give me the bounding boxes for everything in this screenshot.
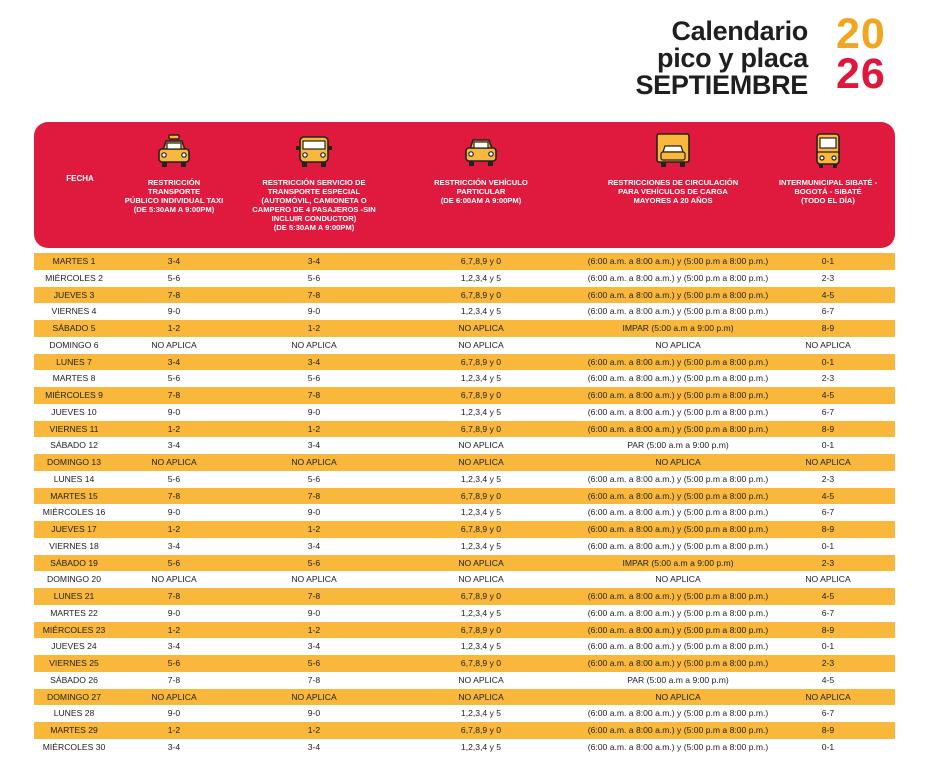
cell-particular: 1,2,3,4 y 5 <box>460 406 502 417</box>
cell-fecha: SÁBADO 26 <box>50 674 98 685</box>
cell-fecha: VIERNES 11 <box>49 423 99 434</box>
cell-sibate: 4-5 <box>821 674 835 685</box>
header-sibate <box>758 132 898 205</box>
cell-especial: 1-2 <box>307 524 321 534</box>
cell-sibate: 4-5 <box>821 390 835 400</box>
cell-sibate: NO APLICA <box>805 691 851 702</box>
cell-particular: 6,7,8,9 y 0 <box>460 658 502 668</box>
cell-particular: 1,2,3,4 y 5 <box>460 607 502 618</box>
cell-carga: (6:00 a.m. a 8:00 a.m.) y (5:00 p.m a 8:00 p.m.) <box>587 490 769 501</box>
cell-carga: (6:00 a.m. a 8:00 a.m.) y (5:00 p.m a 8:00 p.m.) <box>587 306 769 317</box>
cell-especial: 1-2 <box>307 323 321 333</box>
cell-especial: 3-4 <box>307 540 321 551</box>
header-especial-line: (AUTOMÓVIL, CAMIONETA O <box>261 196 367 205</box>
cell-particular: 6,7,8,9 y 0 <box>460 591 502 601</box>
cell-particular: NO APLICA <box>458 674 504 685</box>
year-top: 20 <box>836 10 886 58</box>
cell-especial: 5-6 <box>307 557 321 568</box>
car-icon <box>461 132 501 172</box>
table-row <box>34 354 895 371</box>
cell-sibate: 8-9 <box>821 423 835 434</box>
cell-carga: NO APLICA <box>655 691 701 702</box>
cell-taxi: 5-6 <box>167 373 181 384</box>
cell-sibate: 2-3 <box>821 272 835 283</box>
table-row <box>34 303 895 320</box>
year-badge <box>836 10 886 98</box>
cell-fecha: LUNES 7 <box>56 356 92 367</box>
cell-fecha: MIÉRCOLES 30 <box>42 741 106 752</box>
cell-carga: (6:00 a.m. a 8:00 a.m.) y (5:00 p.m a 8:00 p.m.) <box>587 658 769 668</box>
cell-fecha: SÁBADO 19 <box>50 557 98 568</box>
cell-sibate: NO APLICA <box>805 457 851 467</box>
table-row <box>34 437 895 454</box>
cell-carga: (6:00 a.m. a 8:00 a.m.) y (5:00 p.m a 8:00 p.m.) <box>587 390 769 400</box>
cell-carga: (6:00 a.m. a 8:00 a.m.) y (5:00 p.m a 8:00 p.m.) <box>587 624 769 635</box>
header-sibate-line: BOGOTÁ - SIBATÉ <box>794 187 862 196</box>
cell-taxi: 1-2 <box>167 423 181 434</box>
cell-sibate: 0-1 <box>821 641 835 652</box>
table-row <box>34 722 895 739</box>
cell-fecha: LUNES 21 <box>53 591 95 601</box>
cell-particular: 6,7,8,9 y 0 <box>460 490 502 501</box>
cell-especial: 7-8 <box>307 591 321 601</box>
cell-sibate: 8-9 <box>821 524 835 534</box>
header-particular-line: (DE 6:00AM A 9:00PM) <box>440 196 522 205</box>
cell-particular: NO APLICA <box>458 557 504 568</box>
cell-especial: 5-6 <box>307 473 321 484</box>
table-row <box>34 337 895 354</box>
table-row <box>34 605 895 622</box>
cell-sibate: 0-1 <box>821 741 835 752</box>
cell-taxi: 7-8 <box>167 289 181 300</box>
cell-particular: 6,7,8,9 y 0 <box>460 524 502 534</box>
cell-taxi: 9-0 <box>167 507 181 518</box>
cell-taxi: 9-0 <box>167 306 181 317</box>
cell-sibate: 2-3 <box>821 473 835 484</box>
cell-fecha: DOMINGO 27 <box>47 691 101 702</box>
cell-carga: IMPAR (5:00 a.m a 9:00 p.m) <box>622 323 734 333</box>
table-row <box>34 454 895 471</box>
cell-especial: 1-2 <box>307 725 321 735</box>
cell-taxi: 9-0 <box>167 406 181 417</box>
table-row <box>34 270 895 287</box>
schedule-table <box>34 253 895 756</box>
cell-particular: NO APLICA <box>458 323 504 333</box>
table-row <box>34 253 895 270</box>
cell-fecha: VIERNES 4 <box>51 306 97 317</box>
cell-carga: PAR (5:00 a.m a 9:00 p.m) <box>627 674 729 685</box>
table-row <box>34 404 895 421</box>
cell-taxi: 9-0 <box>167 708 181 719</box>
table-row <box>34 739 895 756</box>
cell-taxi: 3-4 <box>167 440 181 451</box>
cell-carga: NO APLICA <box>655 457 701 467</box>
cell-fecha: VIERNES 25 <box>49 658 99 668</box>
cell-taxi: 3-4 <box>167 356 181 367</box>
cell-carga: (6:00 a.m. a 8:00 a.m.) y (5:00 p.m a 8:00 p.m.) <box>587 289 769 300</box>
cell-fecha: MARTES 1 <box>52 256 96 266</box>
cell-fecha: JUEVES 3 <box>53 289 95 300</box>
cell-fecha: MIÉRCOLES 9 <box>45 390 103 400</box>
header-especial-line: TRANSPORTE ESPECIAL <box>267 187 361 196</box>
cell-carga: NO APLICA <box>655 339 701 350</box>
cell-taxi: 7-8 <box>167 490 181 501</box>
cell-taxi: NO APLICA <box>151 339 197 350</box>
cell-taxi: 9-0 <box>167 607 181 618</box>
title-line-2: pico y placa <box>657 43 808 73</box>
cell-fecha: DOMINGO 20 <box>47 574 101 585</box>
cell-fecha: DOMINGO 13 <box>47 457 101 467</box>
cell-fecha: MIÉRCOLES 23 <box>42 624 106 635</box>
cell-especial: NO APLICA <box>291 691 337 702</box>
cell-especial: 9-0 <box>307 607 321 618</box>
cell-particular: 1,2,3,4 y 5 <box>460 473 502 484</box>
cell-taxi: 5-6 <box>167 557 181 568</box>
header-especial-line: INCLUIR CONDUCTOR) <box>271 214 357 223</box>
header-sibate-line: (TODO EL DÍA) <box>801 196 855 205</box>
cell-carga: (6:00 a.m. a 8:00 a.m.) y (5:00 p.m a 8:00 p.m.) <box>587 607 769 618</box>
cell-taxi: 7-8 <box>167 390 181 400</box>
cell-carga: (6:00 a.m. a 8:00 a.m.) y (5:00 p.m a 8:00 p.m.) <box>587 406 769 417</box>
cell-fecha: LUNES 14 <box>53 473 95 484</box>
title-line-3: SEPTIEMBRE <box>635 70 808 100</box>
cell-taxi: 1-2 <box>167 323 181 333</box>
cell-particular: 1,2,3,4 y 5 <box>460 708 502 719</box>
cell-sibate: 6-7 <box>821 306 835 317</box>
table-row <box>34 638 895 655</box>
table-row <box>34 387 895 404</box>
cell-fecha: MARTES 29 <box>50 725 98 735</box>
table-row <box>34 588 895 605</box>
cell-especial: 7-8 <box>307 289 321 300</box>
header-carga-line: PARA VEHÍCULOS DE CARGA <box>618 187 728 196</box>
cell-taxi: NO APLICA <box>151 574 197 585</box>
cell-especial: 9-0 <box>307 406 321 417</box>
cell-sibate: 6-7 <box>821 406 835 417</box>
header-especial <box>244 132 384 232</box>
cell-particular: 6,7,8,9 y 0 <box>460 624 502 635</box>
cell-sibate: 8-9 <box>821 725 835 735</box>
cell-sibate: 0-1 <box>821 356 835 367</box>
cell-particular: NO APLICA <box>458 691 504 702</box>
cell-fecha: MARTES 8 <box>52 373 96 384</box>
cell-taxi: 1-2 <box>167 524 181 534</box>
header-taxi-line: RESTRICCIÓN <box>147 178 201 187</box>
cell-carga: (6:00 a.m. a 8:00 a.m.) y (5:00 p.m a 8:00 p.m.) <box>587 591 769 601</box>
header-especial-line: RESTRICCIÓN SERVICIO DE <box>262 178 366 187</box>
cell-particular: 1,2,3,4 y 5 <box>460 741 502 752</box>
cell-carga: (6:00 a.m. a 8:00 a.m.) y (5:00 p.m a 8:00 p.m.) <box>587 708 769 719</box>
cell-fecha: LUNES 28 <box>53 708 95 719</box>
table-row <box>34 370 895 387</box>
header-taxi-line: PÚBLICO INDIVIDUAL TAXI <box>124 196 224 205</box>
cell-especial: 5-6 <box>307 658 321 668</box>
cell-sibate: 4-5 <box>821 591 835 601</box>
cell-sibate: 2-3 <box>821 557 835 568</box>
cell-fecha: DOMINGO 6 <box>49 339 99 350</box>
cell-particular: 6,7,8,9 y 0 <box>460 725 502 735</box>
table-row <box>34 287 895 304</box>
cell-carga: (6:00 a.m. a 8:00 a.m.) y (5:00 p.m a 8:00 p.m.) <box>587 741 769 752</box>
cell-taxi: 1-2 <box>167 624 181 635</box>
cell-carga: (6:00 a.m. a 8:00 a.m.) y (5:00 p.m a 8:00 p.m.) <box>587 540 769 551</box>
cell-taxi: 7-8 <box>167 674 181 685</box>
cell-especial: 9-0 <box>307 306 321 317</box>
header-carga-line: MAYORES A 20 AÑOS <box>633 196 713 205</box>
cell-sibate: 4-5 <box>821 490 835 501</box>
cell-taxi: 5-6 <box>167 658 181 668</box>
table-row <box>34 689 895 706</box>
cell-carga: (6:00 a.m. a 8:00 a.m.) y (5:00 p.m a 8:00 p.m.) <box>587 356 769 367</box>
cell-especial: NO APLICA <box>291 339 337 350</box>
table-row <box>34 538 895 555</box>
table-header <box>34 122 895 248</box>
cell-especial: 9-0 <box>307 507 321 518</box>
cell-taxi: 7-8 <box>167 591 181 601</box>
cell-sibate: 0-1 <box>821 440 835 451</box>
cell-especial: 7-8 <box>307 490 321 501</box>
cell-especial: 7-8 <box>307 674 321 685</box>
cell-fecha: MARTES 15 <box>50 490 98 501</box>
taxi-icon <box>154 132 194 172</box>
cell-particular: 1,2,3,4 y 5 <box>460 373 502 384</box>
van-icon <box>294 132 334 172</box>
cell-fecha: MIÉRCOLES 2 <box>45 272 103 283</box>
cell-carga: IMPAR (5:00 a.m a 9:00 p.m) <box>622 557 734 568</box>
header-carga-line: RESTRICCIONES DE CIRCULACIÓN <box>607 178 739 187</box>
header-taxi-line: (DE 5:30AM A 9:00PM) <box>133 205 215 214</box>
cell-taxi: 1-2 <box>167 725 181 735</box>
cell-particular: NO APLICA <box>458 440 504 451</box>
header-carga <box>583 132 763 205</box>
cell-especial: 3-4 <box>307 641 321 652</box>
cell-sibate: NO APLICA <box>805 574 851 585</box>
cell-especial: NO APLICA <box>291 574 337 585</box>
cell-particular: 1,2,3,4 y 5 <box>460 641 502 652</box>
cell-taxi: 3-4 <box>167 741 181 752</box>
cell-particular: 6,7,8,9 y 0 <box>460 390 502 400</box>
cell-especial: 3-4 <box>307 356 321 367</box>
cell-sibate: 6-7 <box>821 708 835 719</box>
cell-especial: 7-8 <box>307 390 321 400</box>
cell-fecha: MARTES 22 <box>50 607 98 618</box>
cell-particular: 1,2,3,4 y 5 <box>460 540 502 551</box>
title-block <box>635 10 910 104</box>
header-particular-line: RESTRICCIÓN VEHÍCULO <box>434 178 528 187</box>
truck-icon <box>653 132 693 172</box>
cell-particular: 6,7,8,9 y 0 <box>460 256 502 266</box>
cell-carga: (6:00 a.m. a 8:00 a.m.) y (5:00 p.m a 8:00 p.m.) <box>587 423 769 434</box>
cell-carga: (6:00 a.m. a 8:00 a.m.) y (5:00 p.m a 8:00 p.m.) <box>587 524 769 534</box>
cell-particular: 1,2,3,4 y 5 <box>460 306 502 317</box>
cell-sibate: 4-5 <box>821 289 835 300</box>
header-taxi <box>104 132 244 214</box>
cell-especial: 1-2 <box>307 423 321 434</box>
cell-carga: (6:00 a.m. a 8:00 a.m.) y (5:00 p.m a 8:00 p.m.) <box>587 641 769 652</box>
cell-taxi: 3-4 <box>167 641 181 652</box>
cell-fecha: JUEVES 10 <box>51 406 97 417</box>
title-line-1: Calendario <box>671 16 808 46</box>
cell-especial: NO APLICA <box>291 457 337 467</box>
cell-fecha: JUEVES 17 <box>51 524 97 534</box>
table-row <box>34 622 895 639</box>
cell-sibate: 8-9 <box>821 624 835 635</box>
cell-fecha: JUEVES 24 <box>51 641 97 652</box>
table-row <box>34 320 895 337</box>
cell-sibate: 8-9 <box>821 323 835 333</box>
cell-particular: 1,2,3,4 y 5 <box>460 507 502 518</box>
header-fecha: FECHA <box>66 174 94 183</box>
table-row <box>34 504 895 521</box>
year-bottom: 26 <box>836 50 886 98</box>
header-especial-line: CAMPERO DE 4 PASAJEROS -SIN <box>252 205 376 214</box>
cell-especial: 3-4 <box>307 440 321 451</box>
cell-taxi: 3-4 <box>167 256 181 266</box>
table-row <box>34 488 895 505</box>
cell-taxi: 5-6 <box>167 272 181 283</box>
cell-sibate: 6-7 <box>821 507 835 518</box>
cell-particular: 1,2,3,4 y 5 <box>460 272 502 283</box>
cell-fecha: VIERNES 18 <box>49 540 99 551</box>
cell-particular: NO APLICA <box>458 457 504 467</box>
cell-carga: (6:00 a.m. a 8:00 a.m.) y (5:00 p.m a 8:00 p.m.) <box>587 373 769 384</box>
cell-sibate: 0-1 <box>821 256 835 266</box>
cell-particular: NO APLICA <box>458 339 504 350</box>
cell-sibate: 2-3 <box>821 658 835 668</box>
table-row <box>34 421 895 438</box>
table-row <box>34 655 895 672</box>
cell-especial: 3-4 <box>307 741 321 752</box>
table-row <box>34 571 895 588</box>
cell-carga: (6:00 a.m. a 8:00 a.m.) y (5:00 p.m a 8:00 p.m.) <box>587 507 769 518</box>
table-row <box>34 705 895 722</box>
cell-particular: NO APLICA <box>458 574 504 585</box>
table-row <box>34 555 895 572</box>
cell-taxi: NO APLICA <box>151 691 197 702</box>
cell-particular: 6,7,8,9 y 0 <box>460 423 502 434</box>
cell-particular: 6,7,8,9 y 0 <box>460 289 502 300</box>
header-particular <box>411 132 551 205</box>
cell-particular: 6,7,8,9 y 0 <box>460 356 502 367</box>
cell-carga: (6:00 a.m. a 8:00 a.m.) y (5:00 p.m a 8:00 p.m.) <box>587 256 769 266</box>
cell-taxi: 3-4 <box>167 540 181 551</box>
cell-sibate: 0-1 <box>821 540 835 551</box>
cell-carga: NO APLICA <box>655 574 701 585</box>
header-taxi-line: TRANSPORTE <box>147 187 201 196</box>
cell-especial: 3-4 <box>307 256 321 266</box>
cell-carga: PAR (5:00 a.m a 9:00 p.m) <box>627 440 729 451</box>
cell-especial: 5-6 <box>307 272 321 283</box>
cell-sibate: NO APLICA <box>805 339 851 350</box>
table-row <box>34 672 895 689</box>
cell-fecha: MIÉRCOLES 16 <box>42 507 106 518</box>
cell-especial: 9-0 <box>307 708 321 719</box>
cell-carga: (6:00 a.m. a 8:00 a.m.) y (5:00 p.m a 8:00 p.m.) <box>587 725 769 735</box>
header-especial-line: (DE 5:30AM A 9:00PM) <box>273 223 355 232</box>
cell-carga: (6:00 a.m. a 8:00 a.m.) y (5:00 p.m a 8:00 p.m.) <box>587 473 769 484</box>
cell-sibate: 6-7 <box>821 607 835 618</box>
cell-carga: (6:00 a.m. a 8:00 a.m.) y (5:00 p.m a 8:00 p.m.) <box>587 272 769 283</box>
cell-sibate: 2-3 <box>821 373 835 384</box>
table-row <box>34 521 895 538</box>
cell-especial: 5-6 <box>307 373 321 384</box>
page-title <box>635 18 808 99</box>
cell-taxi: 5-6 <box>167 473 181 484</box>
cell-fecha: SÁBADO 5 <box>52 323 96 333</box>
table-row <box>34 471 895 488</box>
cell-taxi: NO APLICA <box>151 457 197 467</box>
header-particular-line: PARTICULAR <box>456 187 506 196</box>
bus-icon <box>808 132 848 172</box>
cell-fecha: SÁBADO 12 <box>50 440 98 451</box>
cell-especial: 1-2 <box>307 624 321 635</box>
header-sibate-line: INTERMUNICIPAL SIBATÉ - <box>778 178 878 187</box>
